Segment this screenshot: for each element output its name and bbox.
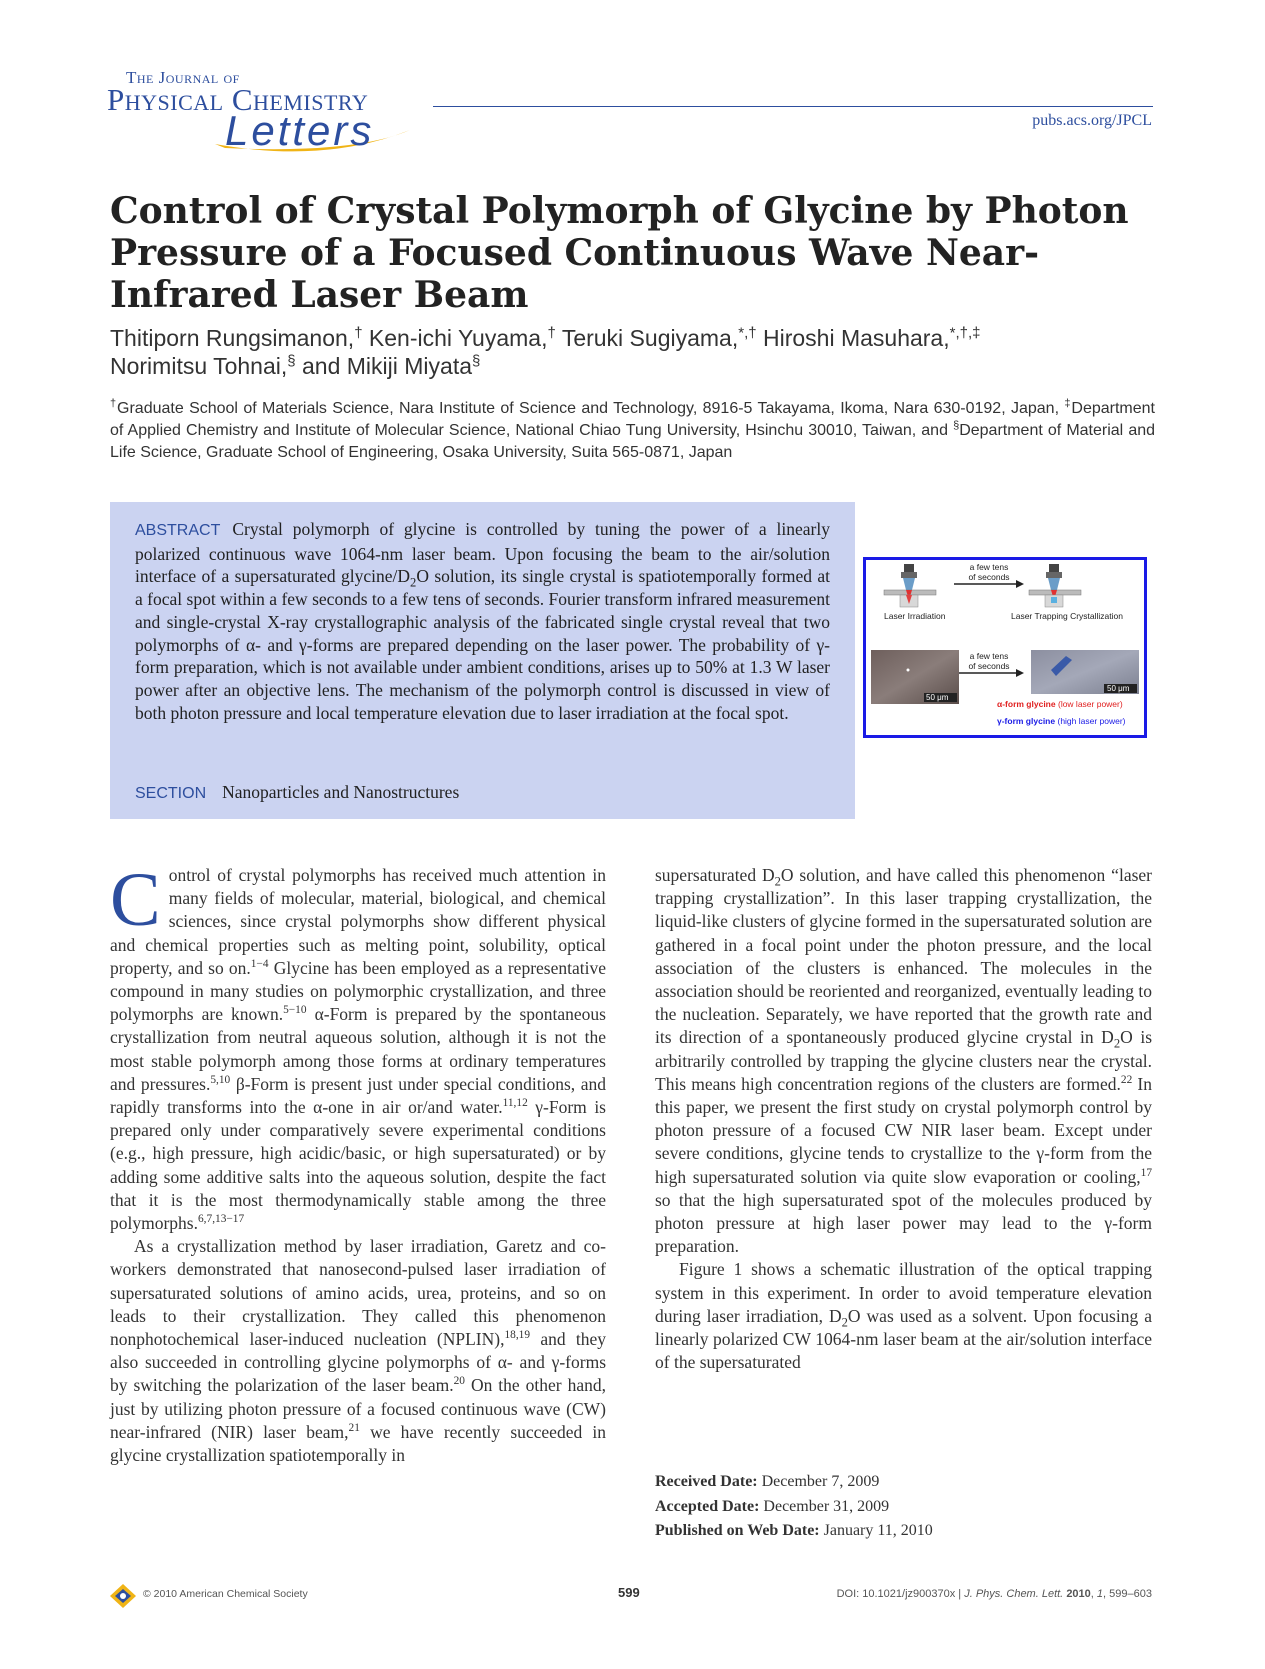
body-text: Glycine has been employed as a representative compound in many studies on polymorphic crystallization, and three polymorphs are known. bbox=[110, 957, 606, 1025]
toc-gamma-note: (high laser power) bbox=[1057, 716, 1126, 726]
citation-ref[interactable]: 20 bbox=[453, 1375, 465, 1388]
laser-irradiation-schematic-icon bbox=[884, 564, 936, 607]
toc-graphic[interactable] bbox=[863, 557, 1147, 738]
header-rule bbox=[433, 106, 1153, 107]
author-name[interactable]: Teruki Sugiyama, bbox=[555, 325, 739, 351]
body-text: ontrol of crystal polymorphs has received much attention in many fields of molecular, material, biological, and chemical sciences, since crystal polymorphs show different physical and chemical properties such as melting point, solubility, optical property, and so on. bbox=[110, 865, 606, 978]
body-text: α-Form is prepared by the spontaneous crystallization from neutral aqueous solution, although it is not the most stable polymorph among those forms at ordinary temperatures and pressures. bbox=[110, 1004, 606, 1094]
citation-ref[interactable]: 17 bbox=[1140, 1166, 1152, 1179]
author-name[interactable]: and Mikiji Miyata bbox=[295, 353, 472, 379]
toc-gamma-name: γ-form glycine bbox=[997, 716, 1056, 726]
abstract-body: Crystal polymorph of glycine is controlled by tuning the power of a linearly polarized continuous wave 1064-nm laser beam. Upon focusing the beam to the air/solution interface of a supersaturated glycine/D bbox=[135, 519, 830, 587]
toc-scale-bar: 50 μm bbox=[1107, 684, 1130, 693]
toc-label-left: Laser Irradiation bbox=[884, 611, 946, 621]
body-text: As a crystallization method by laser irradiation, Garetz and co-workers demonstrated that nanosecond-pulsed laser irradiation of supersaturated solutions of amino acids, urea, proteins, and so on leads to their crystallization. They called this phenomenon nonphotochemical laser-induced nucleation (NPLIN), bbox=[110, 1236, 606, 1350]
toc-time-line: a few tens bbox=[969, 651, 1009, 661]
date-label: Accepted Date: bbox=[655, 1497, 760, 1515]
toc-time-line: a few tens bbox=[969, 562, 1009, 572]
page-number: 599 bbox=[618, 1585, 640, 1600]
body-paragraph bbox=[110, 858, 606, 1235]
section-label: SECTION bbox=[135, 785, 207, 802]
author-affil-mark: † bbox=[354, 324, 363, 342]
author-affil-mark: § bbox=[287, 352, 296, 370]
article-title: Control of Crystal Polymorph of Glycine by Photon Pressure of a Focused Continuous Wave Near-Infrared Laser Beam bbox=[110, 190, 1129, 316]
toc-alpha-name: α-form glycine bbox=[997, 699, 1056, 709]
body-text: we have recently succeeded in glycine crystallization spatiotemporally in bbox=[110, 1421, 606, 1466]
citation-ref[interactable]: 11,12 bbox=[502, 1097, 528, 1110]
body-text: β-Form is present just under special conditions, and rapidly transforms into the α-one in air or/and water. bbox=[110, 1073, 606, 1118]
journal-logo-line3: Letters bbox=[225, 107, 375, 154]
affil-mark: ‡ bbox=[1064, 397, 1072, 410]
body-text: supersaturated D bbox=[655, 865, 775, 885]
affiliation-text: Department of Material and Life Science, Graduate School of Engineering, Osaka University, Suita 565-0871, Japan bbox=[110, 422, 1156, 461]
citation-ref[interactable]: 1−4 bbox=[250, 957, 269, 970]
author-name[interactable]: Hiroshi Masuhara, bbox=[756, 325, 950, 351]
body-column-right bbox=[655, 864, 1152, 1374]
date-value: December 31, 2009 bbox=[763, 1497, 890, 1515]
body-text: O is arbitrarily controlled by trapping the glycine clusters near the crystal. This means high concentration regions of the clusters are formed. bbox=[655, 1027, 1153, 1094]
journal-logo-line1: The Journal of bbox=[126, 68, 240, 87]
body-paragraph bbox=[110, 1235, 606, 1467]
journal-logo-line2: Physical Chemistry bbox=[107, 82, 369, 117]
abstract-body: O solution, its single crystal is spatiotemporally formed at a focal spot within a few seconds to a few tens of seconds. Fourier transform infrared measurement and single-crystal X-ray crystallographic analysis of the fabricated single crystal reveal that two polymorphs of α- and γ-forms are prepared depending on the laser power. The probability of γ-form preparation, which is not available under ambient conditions, arises up to 50% at 1.3 W laser power after an objective lens. The mechanism of the polymorph control is discussed in view of both photon pressure and local temperature elevation due to laser irradiation at the focal spot. bbox=[135, 566, 831, 723]
author-affil-mark: § bbox=[472, 352, 481, 370]
toc-time-label bbox=[954, 562, 1024, 582]
body-text: Figure 1 shows a schematic illustration of the optical trapping system in this experiment. In order to avoid temperature elevation during laser irradiation, D bbox=[655, 1259, 1152, 1326]
subscript: 2 bbox=[1113, 1036, 1121, 1051]
abstract-text bbox=[135, 518, 830, 724]
separator: | bbox=[955, 1588, 965, 1600]
author-name[interactable]: Ken-ichi Yuyama, bbox=[362, 325, 548, 351]
journal-abbr: J. Phys. Chem. Lett. bbox=[964, 1588, 1064, 1600]
body-text: On the other hand, just by utilizing photon pressure of a focused continuous wave (CW) near-infrared (NIR) laser beam, bbox=[110, 1375, 606, 1442]
date-value: December 7, 2009 bbox=[761, 1473, 880, 1490]
author-list bbox=[110, 324, 1170, 380]
section-value[interactable]: Nanoparticles and Nanostructures bbox=[222, 782, 460, 802]
body-paragraph bbox=[655, 864, 1152, 1258]
toc-label-right: Laser Trapping Crystallization bbox=[1011, 611, 1123, 621]
subscript: 2 bbox=[410, 575, 417, 590]
toc-alpha-label bbox=[997, 699, 1123, 709]
body-text: γ-Form is prepared only under comparatively severe experimental conditions (e.g., high pressure, high acidic/basic, or high supersaturated) or by adding some additive salts into the aqueous solution, despite the fact that it is the most thermodynamically stable among the three polymorphs. bbox=[110, 1097, 606, 1234]
body-text: and they also succeeded in controlling glycine polymorphs of α- and γ-forms by switching the polarization of the laser beam. bbox=[110, 1329, 606, 1396]
affiliation-text: Department of Applied Chemistry and Institute of Molecular Science, National Chiao Tung University, Hsinchu 30010, Taiwan, and bbox=[110, 400, 1155, 439]
received-date bbox=[655, 1470, 933, 1495]
citation-volume: 1 bbox=[1096, 1588, 1104, 1600]
toc-time-line: of seconds bbox=[968, 661, 1010, 671]
citation-pages: 599–603 bbox=[1109, 1588, 1152, 1600]
affiliation-text: Graduate School of Materials Science, Nara Institute of Science and Technology, 8916-5 Takayama, Ikoma, Nara 630-0192, Japan, bbox=[117, 400, 1065, 417]
affil-mark: † bbox=[110, 397, 118, 410]
citation-ref[interactable]: 18,19 bbox=[504, 1329, 531, 1342]
laser-trapping-schematic-icon bbox=[1029, 564, 1081, 607]
acs-logo-icon bbox=[108, 1582, 138, 1610]
citation-year: 2010 bbox=[1066, 1588, 1091, 1600]
author-name[interactable]: Thitiporn Rungsimanon, bbox=[110, 325, 355, 351]
body-text: In this paper, we present the first study on crystal polymorph control by photon pressure of a focused CW NIR laser beam. Except under severe conditions, glycine tends to crystallize to the γ-form from the high supersaturated solution via quite slow evaporation or cooling, bbox=[655, 1073, 1152, 1187]
journal-url[interactable]: pubs.acs.org/JPCL bbox=[1032, 112, 1152, 129]
toc-gamma-label bbox=[997, 716, 1126, 726]
copyright: © 2010 American Chemical Society bbox=[143, 1588, 308, 1600]
author-name[interactable]: Norimitsu Tohnai, bbox=[110, 353, 288, 379]
doi-link[interactable]: DOI: 10.1021/jz900370x bbox=[836, 1588, 956, 1600]
citation-ref[interactable]: 6,7,13−17 bbox=[198, 1213, 245, 1226]
affiliations bbox=[110, 398, 1155, 464]
drop-cap: C bbox=[110, 858, 161, 942]
toc-scale-bar: 50 μm bbox=[926, 693, 949, 702]
published-date bbox=[655, 1519, 933, 1544]
section-line bbox=[135, 782, 459, 803]
subscript: 2 bbox=[841, 1315, 848, 1330]
date-value: January 11, 2010 bbox=[823, 1522, 933, 1539]
abstract-label: ABSTRACT bbox=[135, 522, 221, 539]
author-affil-mark: † bbox=[547, 324, 556, 342]
author-affil-mark: *,† bbox=[738, 324, 757, 342]
citation-ref[interactable]: 5−10 bbox=[283, 1004, 307, 1017]
date-label: Received Date: bbox=[655, 1473, 758, 1490]
body-text: O solution, and have called this phenomenon “laser trapping crystallization”. In this laser trapping crystallization, the liquid-like clusters of glycine formed in the supersaturated solution are gathered in a focal point under the photon pressure, and the local association of the clusters is enhanced. The molecules in the association should be reoriented and reorganized, eventually leading to the nucleation. Separately, we have reported that the growth rate and its direction of a spontaneously produced glycine crystal in D bbox=[655, 865, 1152, 1048]
citation-line: DOI: 10.1021/jz900370x | J. Phys. Chem. Lett. 2010, 1, 599–603 bbox=[836, 1588, 1152, 1600]
toc-time-label bbox=[954, 651, 1024, 671]
affil-mark: § bbox=[953, 419, 960, 432]
article-dates bbox=[655, 1470, 933, 1544]
citation-ref[interactable]: 22 bbox=[1120, 1074, 1133, 1086]
citation-ref[interactable]: 21 bbox=[348, 1422, 360, 1435]
subscript: 2 bbox=[774, 874, 781, 889]
body-column-left bbox=[110, 858, 606, 1467]
date-label: Published on Web Date: bbox=[655, 1522, 820, 1539]
toc-time-line: of seconds bbox=[968, 572, 1010, 582]
toc-alpha-note: (low laser power) bbox=[1057, 699, 1123, 709]
body-text: O was used as a solvent. Upon focusing a linearly polarized CW 1064-nm laser beam at the air/solution interface of the supersaturated bbox=[655, 1305, 1152, 1373]
citation-ref[interactable]: 5,10 bbox=[210, 1074, 231, 1086]
accepted-date bbox=[655, 1495, 933, 1520]
body-paragraph bbox=[655, 1258, 1152, 1374]
body-text: so that the high supersaturated spot of the molecules produced by photon pressure at high laser power may lead to the γ-form preparation. bbox=[655, 1189, 1152, 1257]
author-affil-mark: *,†,‡ bbox=[949, 324, 981, 342]
